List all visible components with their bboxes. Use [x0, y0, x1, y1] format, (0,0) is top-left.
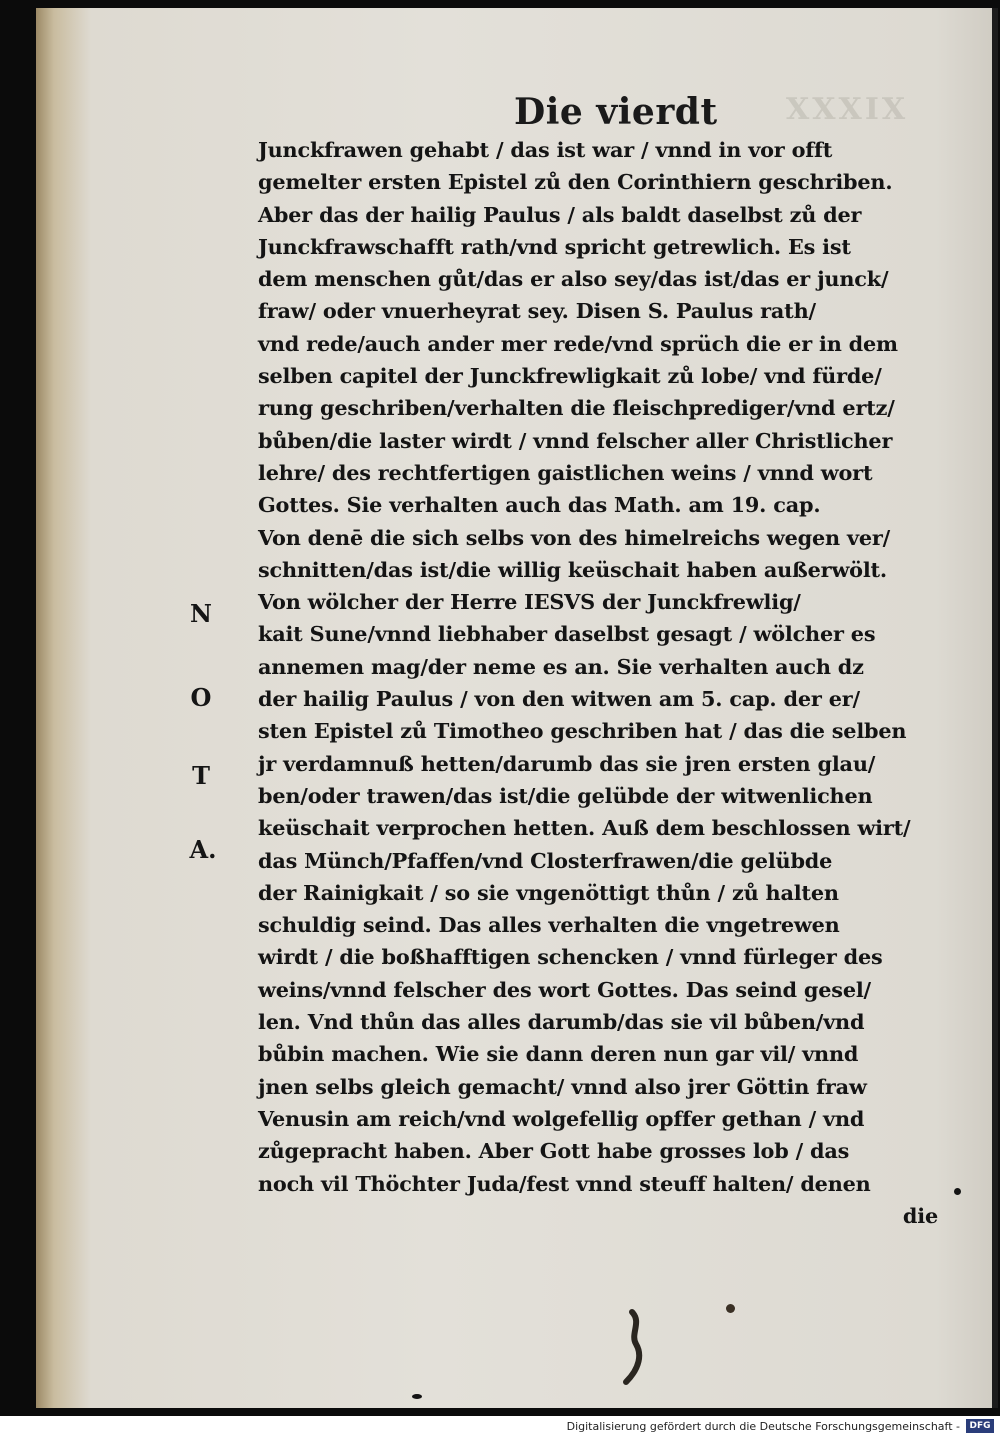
footer-bar [0, 1416, 1000, 1437]
text-line: kait Sune/vnnd liebhaber daselbst gesagt / wölcher es [258, 621, 876, 647]
ink-dot [726, 1304, 735, 1313]
text-line: das Münch/Pfaffen/vnd Closterfrawen/die gelübde [258, 847, 833, 873]
margin-note-letter: T [192, 761, 210, 790]
text-line: dem menschen gůt/das er also sey/das ist/das er junck/ [258, 266, 889, 292]
ink-dot [954, 1188, 961, 1195]
text-line: vnd rede/auch ander mer rede/vnd sprüch die er in dem [258, 330, 898, 356]
text-line: Von denē die sich selbs von des himelreichs wegen ver/ [258, 524, 891, 550]
text-line: der Rainigkait / so sie vngenöttigt thůn / zů halten [258, 879, 839, 905]
text-line: Junckfrawen gehabt / das ist war / vnnd in vor offt [258, 137, 833, 162]
text-line: Aber das der hailig Paulus / als baldt daselbst zů der [258, 201, 862, 227]
text-line: gemelter ersten Epistel zů den Corinthiern geschriben. [258, 169, 893, 195]
text-line: ben/oder trawen/das ist/die gelübde der witwenlichen [258, 782, 873, 808]
text-line: schnitten/das ist/die willig keüschait haben außerwölt. [258, 556, 887, 582]
folio-number: XXXIX [786, 92, 909, 127]
text-line: Gottes. Sie verhalten auch das Math. am 19. cap. [258, 492, 821, 518]
text-line: wirdt / die boßhafftigen schencken / vnnd fürleger des [258, 944, 883, 970]
text-line: jnen selbs gleich gemacht/ vnnd also jrer Göttin fraw [258, 1073, 867, 1099]
text-line: jr verdamnuß hetten/darumb das sie jren ersten glau/ [258, 750, 876, 776]
text-line: fraw/ oder vnuerheyrat sey. Disen S. Paulus rath/ [258, 298, 816, 324]
text-line: lehre/ des rechtfertigen gaistlichen weins / vnnd wort [258, 459, 873, 485]
text-line: Junckfrawschafft rath/vnd spricht getrewlich. Es ist [258, 233, 851, 259]
text-line: weins/vnnd felscher des wort Gottes. Das seind gesel/ [258, 976, 871, 1002]
dfg-logo: DFG [966, 1419, 994, 1433]
margin-note-letter: O [190, 683, 212, 712]
text-line: schuldig seind. Das alles verhalten die vngetrewen [258, 912, 840, 938]
text-line: rung geschriben/verhalten die fleischprediger/vnd ertz/ [258, 395, 895, 421]
catchword: die [902, 1202, 938, 1228]
body-text [258, 134, 958, 1232]
text-line: zůgepracht haben. Aber Gott habe grosses lob / das [258, 1138, 850, 1164]
text-line: selben capitel der Junckfrewligkait zů lobe/ vnd fürde/ [258, 363, 882, 389]
text-line: Von wölcher der Herre IESVS der Junckfrewlig/ [258, 589, 801, 615]
margin-note-letter: A. [189, 835, 217, 864]
text-line: annemen mag/der neme es an. Sie verhalten auch dz [258, 653, 864, 679]
text-line: der hailig Paulus / von den witwen am 5. cap. der er/ [258, 686, 860, 712]
text-line: bůbin machen. Wie sie dann deren nun gar vil/ vnnd [258, 1041, 859, 1067]
running-head: Die vierdt [514, 91, 718, 133]
text-line: keüschait verprochen hetten. Auß dem beschlossen wirt/ [258, 815, 911, 841]
pencil-mark [620, 1308, 660, 1388]
book-page [36, 8, 998, 1408]
digitization-credit: Digitalisierung gefördert durch die Deutsche Forschungsgemeinschaft - [566, 1420, 960, 1433]
text-line: Venusin am reich/vnd wolgefellig opffer gethan / vnd [258, 1105, 865, 1131]
text-line: bůben/die laster wirdt / vnnd felscher aller Christlicher [258, 427, 893, 453]
text-line: sten Epistel zů Timotheo geschriben hat / das die selben [258, 718, 907, 744]
text-line: noch vil Thöchter Juda/fest vnnd steuff halten/ denen [258, 1170, 871, 1196]
text-line: len. Vnd thůn das alles darumb/das sie vil bůben/vnd [258, 1009, 865, 1035]
margin-note-letter: N [190, 599, 212, 628]
ink-dot [412, 1394, 422, 1399]
